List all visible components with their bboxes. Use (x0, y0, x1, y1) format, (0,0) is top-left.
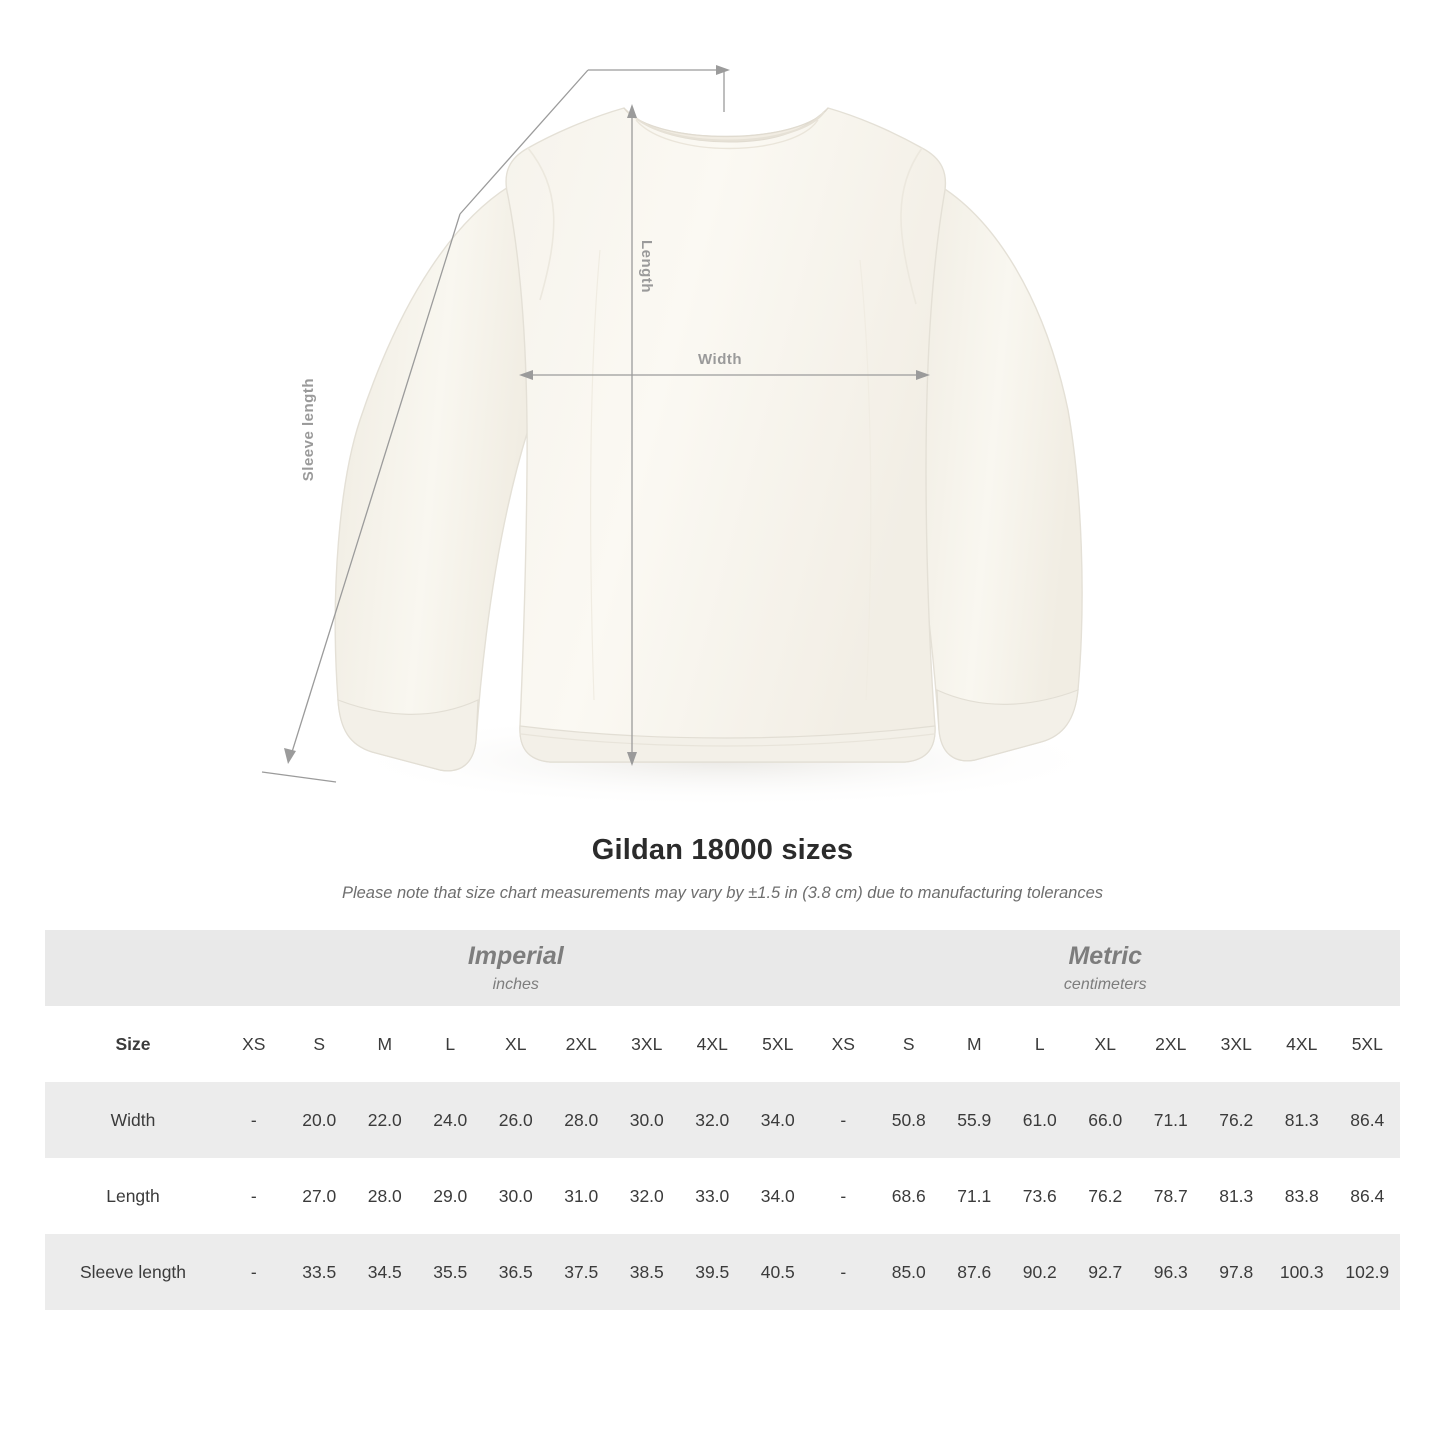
imperial-subtitle: inches (492, 976, 539, 994)
cell-width-imperial-l: 24.0 (418, 1082, 484, 1158)
cell-length-metric-l: 73.6 (1007, 1158, 1073, 1234)
cell-sleeve-imperial-3xl: 38.5 (614, 1234, 680, 1310)
cell-width-metric-l: 61.0 (1007, 1082, 1073, 1158)
row-label-length: Length (45, 1158, 221, 1234)
cell-sleeve-metric-3xl: 97.8 (1204, 1234, 1270, 1310)
cell-length-metric-5xl: 86.4 (1335, 1158, 1401, 1234)
table-row-width (45, 1082, 1400, 1158)
unit-group-imperial (221, 930, 811, 1006)
header-cell-imperial-m: M (352, 1006, 418, 1082)
unit-group-row (45, 930, 1400, 1006)
imperial-title: Imperial (467, 941, 564, 970)
cell-length-imperial-4xl: 33.0 (680, 1158, 746, 1234)
cell-width-imperial-4xl: 32.0 (680, 1082, 746, 1158)
cell-width-imperial-s: 20.0 (287, 1082, 353, 1158)
cell-length-metric-xl: 76.2 (1073, 1158, 1139, 1234)
header-cell-metric-2xl: 2XL (1138, 1006, 1204, 1082)
cell-length-imperial-2xl: 31.0 (549, 1158, 615, 1234)
cell-width-imperial-m: 22.0 (352, 1082, 418, 1158)
header-cell-metric-3xl: 3XL (1204, 1006, 1270, 1082)
unit-group-spacer (45, 930, 221, 1006)
header-cell-imperial-xl: XL (483, 1006, 549, 1082)
cell-width-metric-5xl: 86.4 (1335, 1082, 1401, 1158)
cell-width-metric-m: 55.9 (942, 1082, 1008, 1158)
cell-width-imperial-xl: 26.0 (483, 1082, 549, 1158)
cell-sleeve-imperial-s: 33.5 (287, 1234, 353, 1310)
cell-width-metric-3xl: 76.2 (1204, 1082, 1270, 1158)
cell-length-metric-xs: - (811, 1158, 877, 1234)
cell-length-imperial-l: 29.0 (418, 1158, 484, 1234)
cell-length-imperial-xl: 30.0 (483, 1158, 549, 1234)
header-cell-imperial-xs: XS (221, 1006, 287, 1082)
unit-group-metric (811, 930, 1401, 1006)
row-label-sleeve-length: Sleeve length (45, 1234, 221, 1310)
cell-sleeve-imperial-2xl: 37.5 (549, 1234, 615, 1310)
header-cell-imperial-5xl: 5XL (745, 1006, 811, 1082)
tolerance-note: Please note that size chart measurements may vary by ±1.5 in (3.8 cm) due to manufacturing tolerances (341, 884, 1104, 902)
table-row-length (45, 1158, 1400, 1234)
cell-width-metric-4xl: 81.3 (1269, 1082, 1335, 1158)
cell-length-imperial-5xl: 34.0 (745, 1158, 811, 1234)
cell-length-imperial-s: 27.0 (287, 1158, 353, 1234)
header-cell-metric-xl: XL (1073, 1006, 1139, 1082)
header-cell-metric-l: L (1007, 1006, 1073, 1082)
header-cell-metric-m: M (942, 1006, 1008, 1082)
cell-sleeve-imperial-m: 34.5 (352, 1234, 418, 1310)
cell-length-metric-2xl: 78.7 (1138, 1158, 1204, 1234)
cell-width-metric-xl: 66.0 (1073, 1082, 1139, 1158)
header-cell-imperial-l: L (418, 1006, 484, 1082)
metric-subtitle: centimeters (1063, 976, 1147, 994)
header-cell-metric-4xl: 4XL (1269, 1006, 1335, 1082)
cell-length-metric-4xl: 83.8 (1269, 1158, 1335, 1234)
cell-length-metric-s: 68.6 (876, 1158, 942, 1234)
cell-sleeve-metric-m: 87.6 (942, 1234, 1008, 1310)
header-cell-imperial-3xl: 3XL (614, 1006, 680, 1082)
cell-length-imperial-3xl: 32.0 (614, 1158, 680, 1234)
cell-sleeve-imperial-4xl: 39.5 (680, 1234, 746, 1310)
cell-width-imperial-xs: - (221, 1082, 287, 1158)
cell-sleeve-metric-5xl: 102.9 (1335, 1234, 1401, 1310)
cell-width-imperial-3xl: 30.0 (614, 1082, 680, 1158)
cell-length-metric-3xl: 81.3 (1204, 1158, 1270, 1234)
cell-sleeve-imperial-5xl: 40.5 (745, 1234, 811, 1310)
cell-sleeve-metric-s: 85.0 (876, 1234, 942, 1310)
header-size: Size (45, 1006, 221, 1082)
length-dimension-label: Length (638, 240, 655, 293)
cell-width-imperial-5xl: 34.0 (745, 1082, 811, 1158)
cell-width-metric-2xl: 71.1 (1138, 1082, 1204, 1158)
cell-length-metric-m: 71.1 (942, 1158, 1008, 1234)
cell-sleeve-metric-xl: 92.7 (1073, 1234, 1139, 1310)
header-cell-metric-5xl: 5XL (1335, 1006, 1401, 1082)
size-table (45, 930, 1400, 1310)
header-cell-imperial-4xl: 4XL (680, 1006, 746, 1082)
page-title: Gildan 18000 sizes (591, 834, 854, 866)
sleeve-length-dimension-label: Sleeve length (300, 378, 317, 482)
table-row-sleeve-length (45, 1234, 1400, 1310)
cell-sleeve-metric-xs: - (811, 1234, 877, 1310)
cell-width-metric-xs: - (811, 1082, 877, 1158)
cell-sleeve-imperial-l: 35.5 (418, 1234, 484, 1310)
header-cell-imperial-s: S (287, 1006, 353, 1082)
cell-sleeve-metric-4xl: 100.3 (1269, 1234, 1335, 1310)
header-cell-metric-s: S (876, 1006, 942, 1082)
title-block (0, 834, 1445, 903)
cell-width-imperial-2xl: 28.0 (549, 1082, 615, 1158)
header-cell-imperial-2xl: 2XL (549, 1006, 615, 1082)
width-dimension-label: Width (698, 351, 743, 368)
size-table-wrapper (45, 930, 1400, 1310)
cell-sleeve-imperial-xs: - (221, 1234, 287, 1310)
cell-sleeve-metric-2xl: 96.3 (1138, 1234, 1204, 1310)
cell-width-metric-s: 50.8 (876, 1082, 942, 1158)
metric-title: Metric (1068, 941, 1143, 970)
cell-sleeve-imperial-xl: 36.5 (483, 1234, 549, 1310)
header-cell-metric-xs: XS (811, 1006, 877, 1082)
cell-length-imperial-xs: - (221, 1158, 287, 1234)
table-header-row (45, 1006, 1400, 1082)
row-label-width: Width (45, 1082, 221, 1158)
cell-sleeve-metric-l: 90.2 (1007, 1234, 1073, 1310)
cell-length-imperial-m: 28.0 (352, 1158, 418, 1234)
